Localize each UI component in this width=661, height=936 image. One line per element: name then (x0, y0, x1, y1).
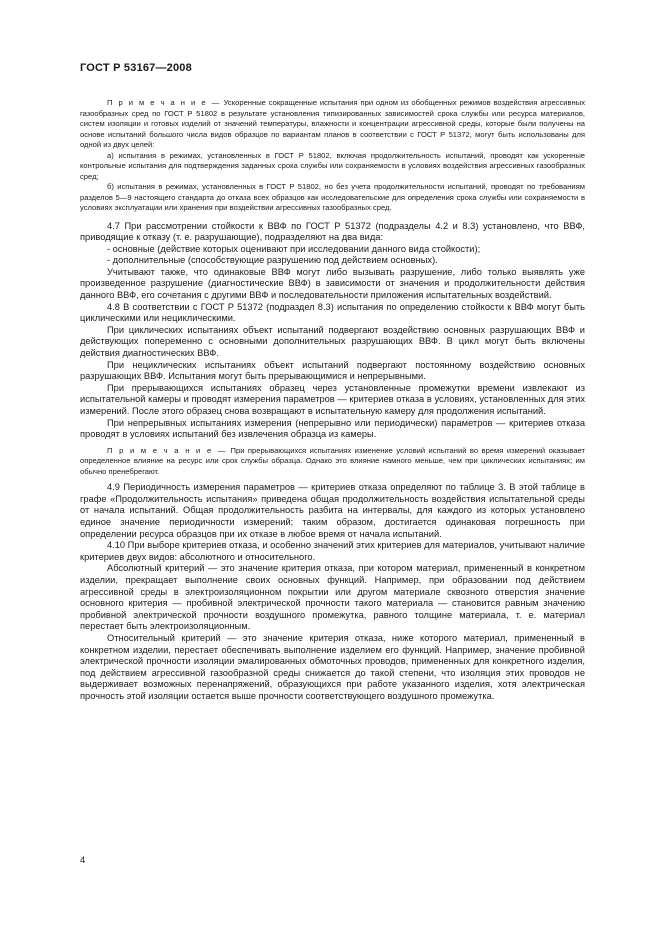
bullet-primary: - основные (действие которых оценивают при исследовании данного вида стойкости); (107, 243, 481, 254)
clause-4-8-cyclic: При циклических испытаниях объект испытаний подвергают воздействию основных разрушающих ВВФ и действующих попеременно с основными дополнительных разрушающих ВВФ. В цикл могут быть включены действия диагностических ВВФ. (80, 324, 585, 359)
clause-4-8-noncyclic: При нециклических испытаниях объект испытаний подвергают постоянному воздействию основных разрушающих ВВФ. Испытания могут быть прерывающимися и непрерывными. (80, 359, 585, 382)
clause-4-8: 4.8 В соответствии с ГОСТ Р 51372 (подраздел 8.3) испытания по определению стойкости к ВВФ могут быть циклическими или нециклическими. (80, 301, 585, 324)
page-content (80, 98, 585, 703)
standard-header: ГОСТ Р 53167—2008 (80, 62, 192, 74)
note-paragraph (80, 98, 585, 151)
clause-4-7: 4.7 При рассмотрении стойкости к ВВФ по ГОСТ Р 51372 (подразделы 4.2 и 8.3) установлено, что ВВФ, приводящие к отказу (т. е. разрушающие), подразделяют на два вида: (80, 220, 585, 243)
bullet-secondary: - дополнительные (способствующие разрушению под действием основных). (107, 255, 438, 266)
note-lead: П р и м е ч а н и е — (107, 98, 221, 107)
note-text: Ускоренные сокращенные испытания при одном из обобщенных режимов воздействия агрессивных газообразных сред по ГОСТ Р 51802 в результате установления типизированных зависимостей срока службы или ресурса материалов, систем изоляции и готовых изделий от значений температуры, влажности и концентрации агрессивной среды, которые были получены на основе испытаний большого числа видов образцов по вариантам планов в соответствии с ГОСТ Р 51372, могут быть использованы для одной из двух целей: (80, 98, 585, 149)
note-item-b: б) испытания в режимах, установленных в ГОСТ Р 51802, но без учета продолжительности испытаний, проводят по требованиям разделов 5—9 настоящего стандарта до отказа всех образцов как исследовательские для определения срока службы или сохраняемости в условиях эксплуатации или хранения при воздействии агрессивных газообразных сред. (80, 182, 585, 212)
note-2-lead: П р и м е ч а н и е — (107, 445, 228, 455)
note-2-paragraph (80, 446, 585, 478)
clause-4-9: 4.9 Периодичность измерения параметров — критериев отказа определяют по таблице 3. В этой таблице в графе «Продолжительность испытания» приведена общая продолжительность воздействия испытательной среды от начала испытаний. Общая продолжительность разбита на интервалы, для каждого из которых установлено единое значение периодичности измерений; таким образом, достигается одинаковая погрешность при определении ресурса образцов при их отказе в любое время от начала испытаний. (80, 482, 585, 539)
clause-4-10-relative: Относительный критерий — это значение критерия отказа, ниже которого материал, примененный в конкретном изделии, перестает обеспечивать выполнение изделием его функций. Например, значение пробивной электрической прочности изоляции эмалированных обмоточных проводов, примененных для конкретного изделия, под действием агрессивной газообразной среды снижается до такой степени, что изоляция этих проводов не выдерживает возможных перенапряжений, образующихся при работе указанного изделия, хотя электрическая прочность этой изоляции остается выше прочности соответствующего воздушного промежутка. (80, 633, 585, 701)
clause-4-7-extra: Учитывают также, что одинаковые ВВФ могут либо вызывать разрушение, либо только выявлять уже произведенное разрушение (диагностические ВВФ) в зависимости от значения и продолжительности действия данного ВВФ, его сочетания с другими ВВФ и последовательности приложения испытательных воздействий. (80, 266, 585, 301)
note-2-text: При прерывающихся испытаниях изменение условий испытаний во время измерений оказывает определенное влияние на ресурс или срок службы образца. Однако это влияние намного меньше, чем при циклических испытаниях; им обычно пренебрегают. (80, 445, 585, 476)
clause-4-10: 4.10 При выборе критериев отказа, и особенно значений этих критериев для материалов, учитывают наличие критериев двух видов: абсолютного и относительного. (80, 540, 585, 562)
note-item-a: а) испытания в режимах, установленных в ГОСТ Р 51802, включая продолжительность испытаний, проводят как ускоренные контрольные испытания для подтверждения заданных срока службы или сохраняемости в условиях воздействия агрессивных газообразных сред; (80, 150, 585, 181)
page-number: 4 (80, 855, 86, 866)
clause-4-8-interrupted: При прерывающихся испытаниях образец через установленные промежутки времени извлекают из испытательной камеры и проводят измерения параметров — критериев отказа в условиях, установленных для этих измерений. После этого образец снова возвращают в испытательную камеру для продолжения испытаний. (80, 382, 585, 416)
clause-4-10-absolute: Абсолютный критерий — это значение критерия отказа, при котором материал, примененный в конкретном изделии, прекращает выполнение своих основных функций. Например, при образовании под действием агрессивной среды в электроизоляционном покрытии или другом материале сквозного отверстия значение основного критерия — пробивной электрической прочности такого материала — становится равным значению пробивной электрической прочности воздушного промежутка, равного толщине материала, т. е. материал перестает быть электроизоляционным. (80, 563, 585, 632)
clause-4-8-continuous: При непрерывных испытаниях измерения (непрерывно или периодически) параметров — критериев отказа проводят в условиях испытаний без извлечения образца из камеры. (80, 417, 585, 440)
